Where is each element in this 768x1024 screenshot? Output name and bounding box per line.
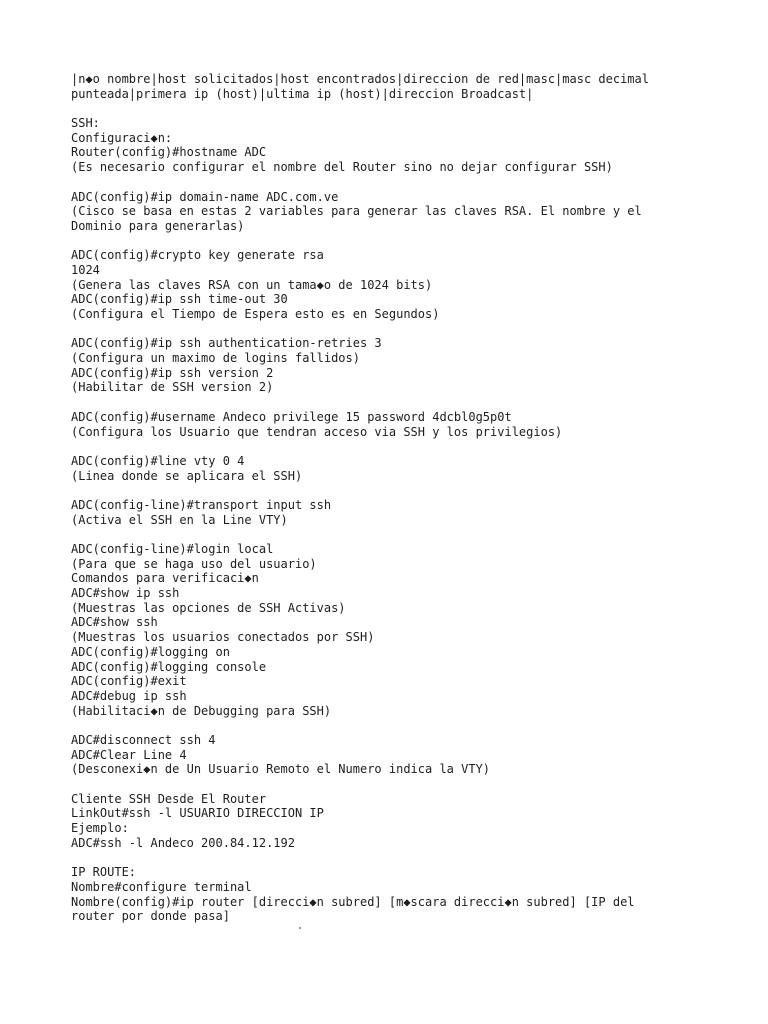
text-line: Nombre(config)#ip router [direcci◆n subred] [m◆scara direcci◆n subred] [IP del (71, 894, 635, 909)
text-line: (Configura el Tiempo de Espera esto es en Segundos) (71, 307, 440, 321)
text-block (71, 410, 711, 439)
text-line: ADC(config)#ip ssh version 2 (71, 365, 274, 380)
text-line: router por donde pasa] (71, 909, 230, 924)
text-block (71, 733, 711, 777)
text-line: ADC(config)#logging console (71, 659, 267, 674)
document-text (71, 72, 711, 939)
text-block (71, 336, 711, 395)
text-line: 1024 (71, 262, 100, 277)
text-line: Dominio para generarlas) (71, 218, 245, 233)
text-line: LinkOut#ssh -l USUARIO DIRECCION IP (71, 806, 324, 821)
text-block (71, 116, 711, 175)
text-block (71, 792, 711, 851)
text-line: ADC(config-line)#login local (71, 542, 274, 556)
text-line: (Cisco se basa en estas 2 variables para generar las claves RSA. El nombre y el (71, 204, 642, 219)
text-line: |n◆o nombre|host solicitados|host encontrados|direccion de red|masc|masc decimal (71, 72, 649, 86)
text-line: Comandos para verificaci◆n (71, 571, 259, 586)
text-line: (Es necesario configurar el nombre del Router sino no dejar configurar SSH) (71, 160, 613, 175)
text-line: ADC(config)#ip domain-name ADC.com.ve (71, 189, 339, 204)
text-line: Cliente SSH Desde El Router (71, 791, 267, 806)
text-line: Ejemplo: (71, 821, 129, 836)
text-line: Router(config)#hostname ADC (71, 145, 267, 160)
text-line: ADC(config)#line vty 0 4 (71, 453, 245, 468)
text-line: IP ROUTE: (71, 865, 137, 880)
text-line: Configuraci◆n: (71, 130, 173, 145)
text-line: ADC#show ip ssh (71, 586, 180, 601)
text-line: SSH: (71, 116, 100, 131)
text-block (71, 498, 711, 527)
text-line: ADC#ssh -l Andeco 200.84.12.192 (71, 835, 295, 850)
text-line: (Habilitar de SSH version 2) (71, 380, 274, 395)
text-line: (Para que se haga uso del usuario) (71, 556, 317, 571)
text-line: (Desconexi◆n de Un Usuario Remoto el Numero indica la VTY) (71, 762, 491, 777)
text-block (71, 542, 711, 718)
text-line: (Habilitaci◆n de Debugging para SSH) (71, 703, 332, 718)
text-line: Nombre#configure terminal (71, 879, 252, 894)
text-line: ADC(config-line)#transport input ssh (71, 497, 332, 512)
text-line: ADC(config)#ip ssh time-out 30 (71, 292, 288, 307)
text-line: ADC#debug ip ssh (71, 688, 187, 703)
text-line: (Linea donde se aplicara el SSH) (71, 468, 303, 483)
text-line: ADC(config)#ip ssh authentication-retries 3 (71, 336, 382, 351)
text-line: (Configura los Usuario que tendran acceso via SSH y los privilegios) (71, 424, 563, 439)
text-line: (Muestras los usuarios conectados por SSH) (71, 630, 375, 645)
text-block (71, 248, 711, 321)
text-line: ADC#show ssh (71, 615, 158, 630)
text-line: (Genera las claves RSA con un tama◆o de 1024 bits) (71, 277, 433, 292)
text-line: (Muestras las opciones de SSH Activas) (71, 600, 346, 615)
text-line: ADC(config)#exit (71, 674, 187, 689)
text-line: punteada|primera ip (host)|ultima ip (host)|direccion Broadcast| (71, 86, 534, 101)
text-line: ADC(config)#username Andeco privilege 15 password 4dcbl0g5p0t (71, 409, 512, 424)
text-line: ADC(config)#logging on (71, 644, 230, 659)
text-line: (Activa el SSH en la Line VTY) (71, 512, 288, 527)
footer-dot (299, 927, 301, 929)
text-block (71, 454, 711, 483)
text-line: ADC(config)#crypto key generate rsa (71, 248, 324, 263)
text-line: ADC#Clear Line 4 (71, 747, 187, 762)
text-line: ADC#disconnect ssh 4 (71, 732, 216, 747)
text-block (71, 72, 711, 101)
text-block (71, 865, 711, 924)
text-block (71, 190, 711, 234)
text-line: (Configura un maximo de logins fallidos) (71, 351, 360, 366)
